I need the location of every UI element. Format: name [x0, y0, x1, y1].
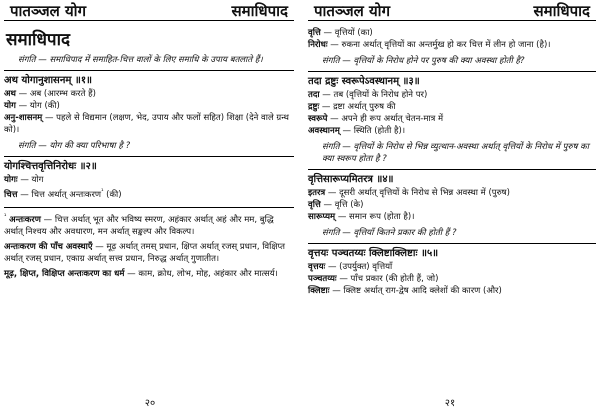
sangati-label: संगति: [18, 55, 36, 65]
sutra-5: वृत्तयः पञ्चतय्यः क्लिष्टाक्लिष्टाः ॥५॥: [308, 248, 439, 259]
sutra-block: [308, 243, 596, 297]
gloss-line: योगः — योग: [4, 175, 44, 185]
sutra-block: [308, 169, 596, 223]
sutra-block: [4, 70, 294, 136]
sutra-block: [4, 156, 294, 201]
gloss-line: वृत्तयः — (उपर्युक्त) वृत्तियाँ: [308, 262, 393, 272]
sangati-text: — वृत्तियाँ कितने प्रकार की होती हैं ?: [342, 228, 457, 238]
footnote-marker[interactable]: ¹: [101, 188, 104, 195]
footnote-2: अन्तःकरण की पाँच अवस्थाएँ — मूढ़ अर्थात् तमस् प्रधान, क्षिप्त अर्थात् रजस् प्रधान, विक्षिप्त अर्थात् रजस् प्रधान, एकाग्र अर्थात् सत्त्व प्रधान, निरुद्ध अर्थात् गुणातीत।: [4, 241, 285, 264]
sangati-text: — समाधिपाद में समाहित-चित्त वालों के लिए समाधि के उपाय बतलाते हैं।: [38, 55, 263, 65]
gloss-line: स्वरूपे — अपने ही रूप अर्थात् चेतन-मात्र में: [308, 114, 444, 124]
running-header: [4, 0, 294, 21]
sutra-4: वृत्तिसारूप्यमितरत्र ॥४॥: [308, 174, 394, 185]
footnotes: [4, 207, 294, 280]
sangati-text: — वृत्तियों के निरोध होने पर पुरुष की क्या अवस्था होती है?: [342, 56, 525, 66]
sangati-label: संगति: [322, 56, 340, 66]
sutra-2: योगश्चित्तवृत्तिनिरोधः ॥२॥: [4, 161, 97, 172]
sutra-block: [308, 71, 596, 137]
gloss-line: इतरत्र — दूसरी अर्थात् वृत्तियों के निरोध से भिन्न अवस्था में (पुरुष): [308, 188, 510, 198]
sangati-note: [308, 227, 596, 239]
chapter-name: समाधिपाद: [533, 2, 590, 20]
gloss-line: सारूप्यम् — समान रूप (होता है)।: [308, 212, 415, 222]
sangati-text: — वृत्तियों के निरोध से भिन्न व्युत्थान-अवस्था अर्थात् वृत्तियों के निरोध में पुरुष का क्या स्वरूप होता है ?: [322, 142, 589, 164]
running-header: [308, 0, 596, 21]
chapter-name: समाधिपाद: [231, 2, 288, 20]
page-number: २०: [144, 398, 156, 409]
sangati-label: संगति: [322, 142, 340, 152]
sutra-3: तदा द्रष्टुः स्वरूपेऽवस्थानम् ॥३॥: [308, 76, 420, 87]
gloss-line: अवस्थानम् — स्थिति (होती है)।: [308, 126, 406, 136]
sangati-note: [308, 141, 596, 165]
gloss-line: योग — योग (की): [4, 101, 60, 111]
footnote-1: $^{^1}$ अन्तःकरण — चित्त अर्थात् भूत और भविष्य स्मरण, अहंकार अर्थात् अहं और मम, बुद्धि अर्थात् निश्चय और अवधारण, मन अर्थात् सङ्कल्प और विकल्प।: [4, 212, 274, 237]
sangati-label: संगति: [18, 141, 36, 151]
sangati-label: संगति: [322, 228, 340, 238]
book-title: पातञ्जल योग: [10, 2, 87, 20]
gloss-line: तदा — तब (वृत्तियों के निरोध होने पर): [308, 90, 428, 100]
book-title: पातञ्जल योग: [314, 2, 391, 20]
gloss-line: वृत्ति — वृत्ति (के): [308, 200, 364, 210]
right-page: [300, 0, 600, 413]
sutra-1: अथ योगानुशासनम् ॥१॥: [4, 75, 93, 86]
gloss-line: चित्त — चित्त अर्थात् अन्तःकरण$^{^1}$ (की): [4, 188, 122, 200]
gloss-line: द्रष्टुः — द्रष्टा अर्थात् पुरुष की: [308, 102, 396, 112]
chapter-title: समाधिपाद: [6, 30, 71, 50]
footnote-3: मूढ़, क्षिप्त, विक्षिप्त अन्तःकरण का धर्म — काम, क्रोध, लोभ, मोह, अहंकार और मात्सर्य।: [4, 268, 278, 279]
gloss-line: वृत्ति — वृत्तियों (का): [308, 28, 373, 38]
sangati-text: — योग की क्या परिभाषा है ?: [38, 141, 131, 151]
sangati-note: [308, 55, 596, 67]
gloss-line: अनु-शासनम् — पहले से विद्यमान (लक्षण, भेद, उपाय और फलों सहित) शिक्षा (देने वाले ग्रन्थ को)।: [4, 113, 289, 135]
sangati-note: [4, 54, 294, 66]
gloss-line: क्लिष्टाः — क्लिष्ट अर्थात् राग-द्वेष आदि क्लेशों की कारण (और): [308, 286, 502, 296]
page-number: २१: [444, 398, 456, 409]
gloss-line: निरोधः — रुकना अर्थात् वृत्तियों का अन्तर्मुख हो कर चित्त में लीन हो जाना (है)।: [308, 40, 551, 50]
gloss-line: अथ — अब (आरम्भ करते हैं): [4, 89, 96, 99]
sangati-note: [4, 140, 294, 152]
gloss-line: पञ्चतय्यः — पाँच प्रकार (की होती हैं, जो): [308, 274, 439, 284]
